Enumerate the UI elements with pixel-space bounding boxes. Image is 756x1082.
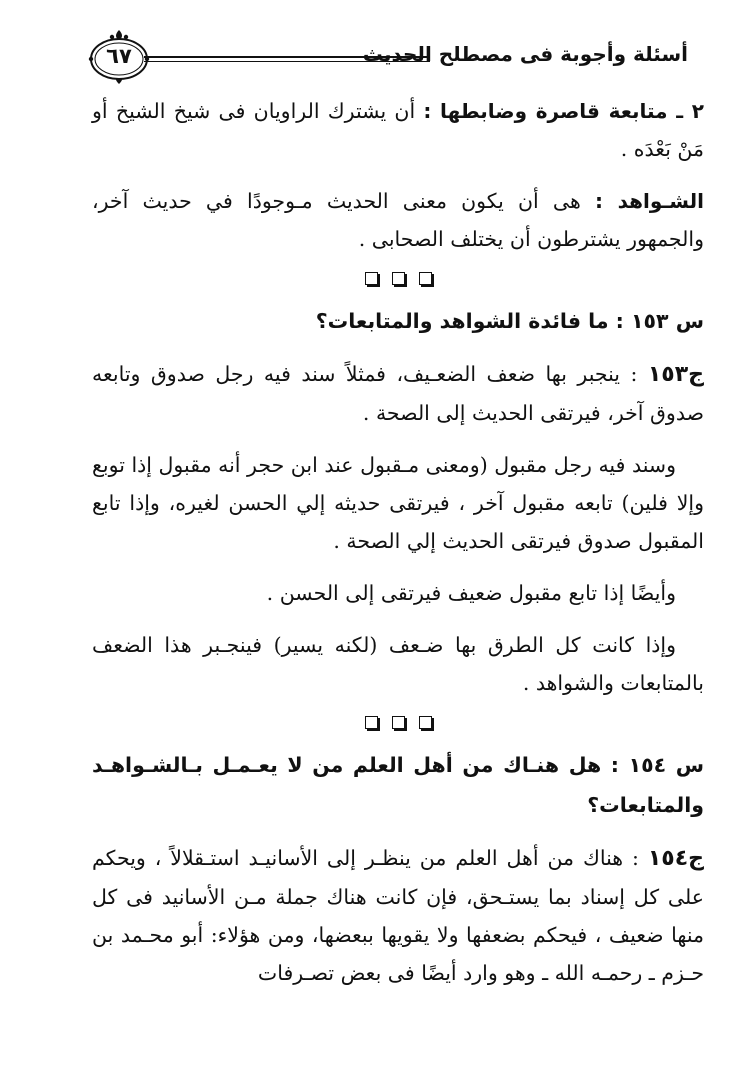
paragraph-text: أن يشترك الراويان فى شيخ الشيخ أو مَنْ بَعْدَه .: [92, 99, 704, 161]
answer-153-paragraph-2: وسند فيه رجل مقبول (ومعنى مـقبول عند ابن حجر أنه مقبول إذا توبع وإلا فلين) تابعه مقبول آخر ، فيرتقى حديثه إلي الحسن لغيره، وإذا تابع المقبول صدوق فيرتقى الحديث إلي الصحة .: [92, 453, 704, 553]
square-bullet-icon: [365, 716, 378, 729]
square-bullet-icon: [419, 272, 432, 285]
square-bullet-icon: [392, 716, 405, 729]
square-bullet-icon: [392, 272, 405, 285]
question-153: س ١٥٣ : ما فائدة الشواهد والمتابعات؟: [315, 309, 704, 333]
term-heading: ٢ ـ متابعة قاصرة وضابطها :: [423, 99, 704, 123]
answer-153: [92, 355, 704, 432]
answer-marker: ج١٥٤: [647, 846, 704, 871]
page-number: ٦٧: [106, 44, 132, 68]
paragraph-text: : هناك من أهل العلم من ينظـر إلى الأسانيـد استـقلالاً ، ويحكم على كل إسناد بما يستـحق، فإن كانت هناك جملة مـن الأسانيد فى كل منها ضعيف ، فيحكم بضعفها ولا يقويها ببعضها، ومن هؤلاء: أبو محـمد بن حـزم ـ رحمـه الله ـ وهو وارد أيضًا فى بعض تصـرفات: [92, 846, 704, 985]
square-bullet-icon: [365, 272, 378, 285]
square-bullet-icon: [419, 716, 432, 729]
paragraph-limited-follow-up: [92, 92, 704, 168]
answer-153-paragraph-4: وإذا كانت كل الطرق بها ضـعف (لكنه يسير) فينجـبر هذا الضعف بالمتابعات والشواهد .: [92, 633, 704, 695]
paragraph-text: هى أن يكون معنى الحديث مـوجودًا في حديث آخر، والجمهور يشترطون أن يختلف الصحابى .: [92, 189, 704, 251]
section-separator: [92, 716, 704, 729]
answer-marker: ج١٥٣: [647, 362, 704, 387]
header-rule: [144, 56, 430, 62]
term-heading: الشـواهد :: [595, 189, 704, 213]
page-header: [88, 28, 688, 88]
page-content: [92, 92, 704, 1006]
paragraph-witnesses: [92, 182, 704, 258]
question-154: س ١٥٤ : هل هنـاك من أهل العلم من لا يعـمـل بـالشـواهـد والمتابعات؟: [92, 753, 704, 817]
paragraph-text: : ينجبر بها ضعف الضعـيف، فمثلاً سند فيه رجل صدوق وتابعه صدوق آخر، فيرتقى الحديث إلى الصحة .: [92, 362, 704, 425]
section-separator: [92, 272, 704, 285]
answer-154: [92, 839, 704, 992]
running-title: أسئلة وأجوبة فى مصطلح الحديث: [362, 42, 688, 66]
page-number-badge: [88, 28, 150, 86]
answer-153-paragraph-3: وأيضًا إذا تابع مقبول ضعيف فيرتقى إلى الحسن .: [266, 581, 676, 605]
